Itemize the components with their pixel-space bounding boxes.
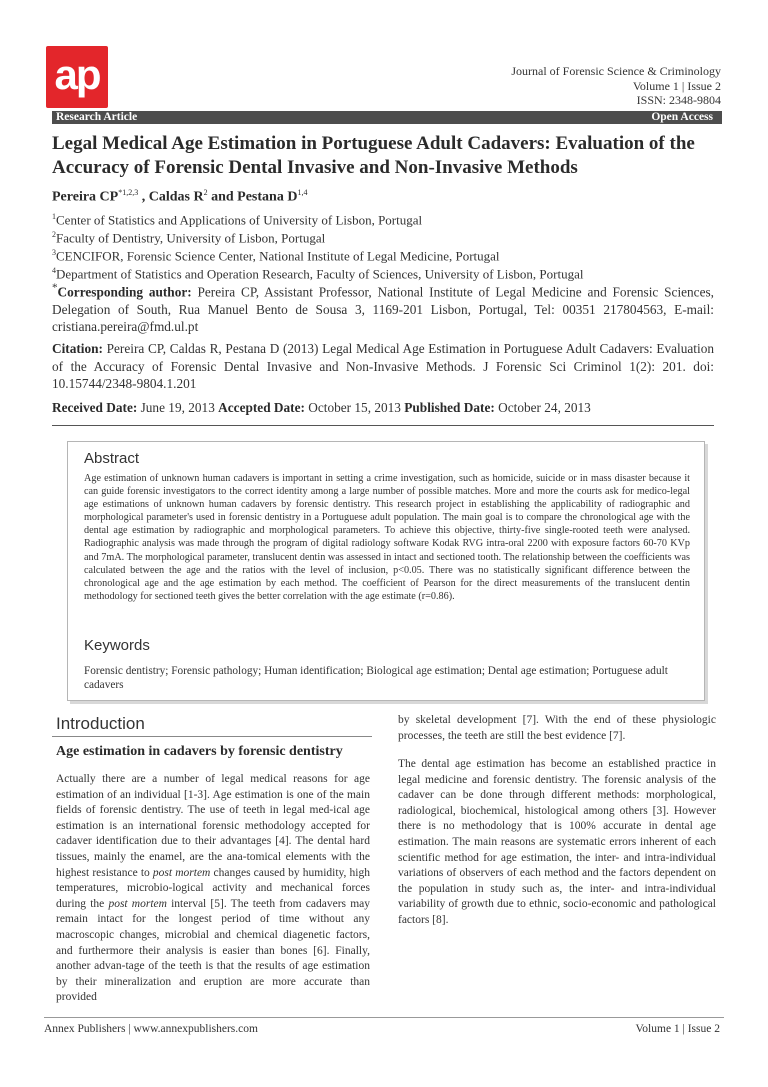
right-column-paragraph-2: The dental age estimation has become an established practice in legal medicine and forensic dentistry. The forensic analysis of the cadaver can be done through different methods: morphological, radiological, biochemical, histological among others [3]. However there is no methodology that is 100% accurate in dental age estimation. The main reasons are systematic errors inherent of each scientific method for age estimation, the inter- and intra-individual variations of observers of each method and the factors dependent on the population in study such as, the inter- and intra-individual variability of growth due to ethnic, socio-economic and pathological factors [8].	[398, 758, 716, 926]
article-type-label: Research Article	[56, 111, 138, 123]
footer-divider	[44, 1017, 724, 1018]
footer-publisher: Annex Publishers | www.annexpublishers.com	[44, 1023, 258, 1035]
received-label: Received Date:	[52, 400, 138, 415]
received-date: June 19, 2013	[137, 400, 219, 415]
header-divider	[52, 425, 714, 426]
journal-info	[511, 64, 721, 108]
affiliation-text: Department of Statistics and Operation Research, Faculty of Sciences, University of Lisbon, Portugal	[56, 266, 584, 282]
affiliation-number: 1	[52, 212, 56, 221]
article-type-banner	[52, 111, 722, 124]
footer-volume: Volume 1 | Issue 2	[635, 1023, 720, 1035]
introduction-subheading: Age estimation in cadavers by forensic dentistry	[56, 744, 343, 759]
right-column-paragraph-1: by skeletal development [7]. With the end of these physiologic processes, the teeth are still the best evidence [7].	[398, 714, 716, 742]
publisher-logo	[46, 46, 108, 108]
left-paragraph-part: changes caused by humidity, high temperatures, microbio-logical activity and mechanical forces during the	[56, 866, 370, 910]
keywords-heading: Keywords	[84, 637, 150, 654]
citation-label: Citation:	[52, 341, 103, 356]
abstract-box	[67, 441, 705, 701]
journal-volume: Volume 1 | Issue 2	[632, 78, 721, 93]
paper-title: Legal Medical Age Estimation in Portuguese Adult Cadavers: Evaluation of the Accuracy of Forensic Dental Invasive and Non-Invasive Methods	[52, 133, 695, 178]
citation	[52, 340, 714, 393]
keywords-text: Forensic dentistry; Forensic pathology; Human identification; Biological age estimation; Dental age estimation; Portuguese adult cadavers	[84, 665, 668, 691]
journal-issn: ISSN: 2348-9804	[636, 93, 721, 107]
author-3: and Pestana D	[207, 189, 298, 205]
left-paragraph-emphasis: post mortem	[108, 897, 167, 910]
abstract-text: Age estimation of unknown human cadavers is important in setting a crime investigation, such as homicide, suicide or in mass disaster because it can guide forensic investigators to the correct identity among a large number of possible matches. More and more the courts ask for medico-legal age estimations of unknown human cadavers by forensic dentistry. This research project in establishing the applicability of radiographic and morphological parameter's used in forensic dentistry in a Portuguese adult population. The main goal is to compare the chronological age with the dental age estimation by radiographic and morphological parameters. To achieve this objective, thirty-five single-rooted teeth were analysed. Radiographic analysis was made through the program of digital radiology software Kodak RVG intra-oral 2200 with exposure factors 60-70 KVp and 7mA. The morphological parameter, translucent dentin was assessed in intact and sectioned tooth. The relationship between the coefficients was calculated between the age and the ratios with the level of inclusion, p<0.05. There was no statistically significant difference between the chronological age and the age estimation by each method. The coefficient of Pearson for the direct measurements of the translucent dentin methodology for sectioned teeth gives the better correlation with the age estimate (r=0.86).	[84, 473, 690, 602]
author-list	[52, 188, 307, 206]
introduction-divider	[52, 736, 372, 737]
left-paragraph-part: interval [5]. The teeth from cadavers may remain intact for the longest period of time without any macroscopic changes, microbial and chemical diagenetic factors, and furthermore their analysis is easier than bones [6]. Finally, another advan-tage of the teeth is that the results of age estimation by their mineralization and eruption are more accurate than provided	[56, 897, 370, 1004]
left-paragraph-emphasis: post mortem	[152, 866, 211, 879]
citation-text: Pereira CP, Caldas R, Pestana D (2013) Legal Medical Age Estimation in Portuguese Adult Cadavers: Evaluation of the Accuracy of Forensic Dental Invasive and Non-Invasive Methods. J Forensic Sci Criminol 1(2): 201. doi: 10.15744/2348-9804.1.201	[52, 341, 714, 391]
affiliation-number: 3	[52, 248, 56, 257]
article-dates	[52, 400, 591, 416]
affiliation-number: 4	[52, 266, 56, 275]
corresponding-mark: *	[52, 282, 58, 294]
corresponding-author	[52, 280, 714, 336]
affiliation-number: 2	[52, 230, 56, 239]
journal-name: Journal of Forensic Science & Criminology	[511, 64, 721, 78]
accepted-label: Accepted Date:	[218, 400, 305, 415]
open-access-label: Open Access	[651, 111, 713, 123]
affiliation-text: Center of Statistics and Applications of University of Lisbon, Portugal	[56, 212, 423, 228]
corresponding-label: Corresponding author:	[57, 284, 192, 300]
corresponding-text: Pereira CP, Assistant Professor, National Institute of Legal Medicine and Forensic Sciences, Delegation of South, Rua Manuel Bento de Sousa 3, 1169-201 Lisbon, Portugal, Tel: 00351 217804563, E-mail: cristiana.pereira@fmd.ul.pt	[52, 284, 714, 335]
author-1-affil: *1,2,3	[118, 188, 139, 197]
published-label: Published Date:	[404, 400, 495, 415]
left-column-text	[56, 772, 370, 1006]
published-date: October 24, 2013	[494, 400, 591, 415]
left-paragraph-part: Actually there are a number of legal medical reasons for age estimation of an individual [1-3]. Age estimation is one of the main fields of forensic dentistry. The use of teeth in legal med-ical age estimation is an international forensic methodology accepted for cadaver identification due to their advantages [4]. The dental hard tissues, mainly the enamel, are the ana-tomical elements with the highest resistance to	[56, 773, 370, 879]
abstract-heading: Abstract	[84, 450, 140, 467]
affiliation-text: CENCIFOR, Forensic Science Center, National Institute of Legal Medicine, Portugal	[56, 248, 500, 264]
introduction-heading: Introduction	[56, 714, 145, 733]
author-3-affil: 1,4	[297, 188, 308, 197]
accepted-date: October 15, 2013	[304, 400, 405, 415]
author-1: Pereira CP	[52, 189, 119, 205]
author-2-affil: 2	[203, 188, 208, 197]
affiliation-text: Faculty of Dentistry, University of Lisbon, Portugal	[56, 230, 326, 246]
logo-text: ap	[54, 51, 100, 98]
author-2: , Caldas R	[138, 189, 204, 205]
